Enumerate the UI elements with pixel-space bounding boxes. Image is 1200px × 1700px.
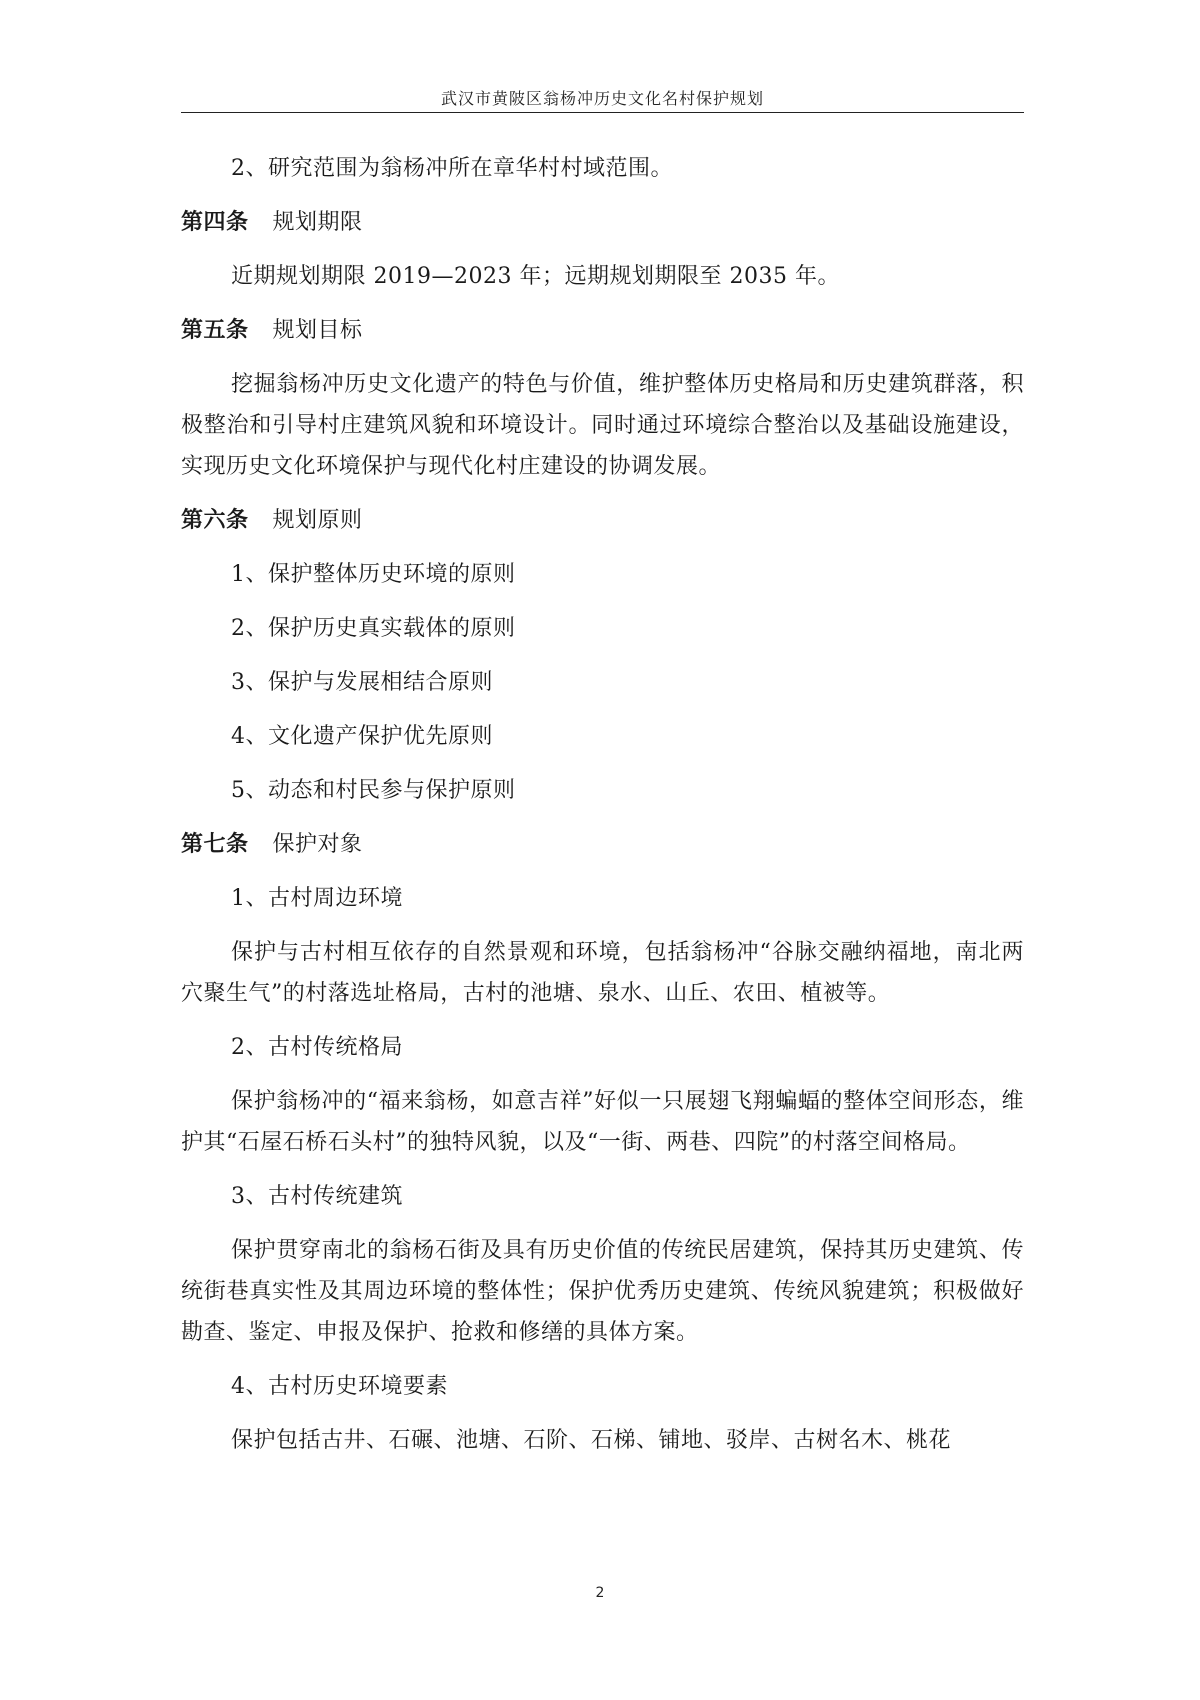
article-4-heading	[181, 202, 1024, 243]
principle-item: 3、保护与发展相结合原则	[231, 670, 493, 695]
principle-item: 1、保护整体历史环境的原则	[231, 562, 516, 587]
page-number: 2	[595, 1585, 605, 1601]
header-rule	[181, 112, 1024, 113]
article-7-title: 保护对象	[272, 832, 363, 857]
object-2-title: 2、古村传统格局	[231, 1035, 403, 1060]
principle-item: 2、保护历史真实载体的原则	[231, 616, 516, 641]
paragraph-scope: 2、研究范围为翁杨冲所在章华村村域范围。	[231, 156, 673, 181]
article-6-number: 第六条	[181, 508, 249, 533]
object-3-text: 保护贯穿南北的翁杨石街及具有历史价值的传统民居建筑，保持其历史建筑、传统街巷真实性及其周边环境的整体性；保护优秀历史建筑、传统风貌建筑；积极做好勘查、鉴定、申报及保护、抢救和修缮的具体方案。	[181, 1238, 1024, 1345]
article-7-number: 第七条	[181, 832, 249, 857]
article-4-number: 第四条	[181, 210, 249, 235]
object-4-text: 保护包括古井、石碾、池塘、石阶、石梯、铺地、驳岸、古树名木、桃花	[231, 1428, 952, 1453]
object-4-title: 4、古村历史环境要素	[231, 1374, 448, 1399]
article-5-title: 规划目标	[272, 318, 363, 343]
object-1-text: 保护与古村相互依存的自然景观和环境，包括翁杨冲“谷脉交融纳福地，南北两穴聚生气”的村落选址格局，古村的池塘、泉水、山丘、农田、植被等。	[181, 940, 1024, 1006]
article-6-title: 规划原则	[272, 508, 363, 533]
paragraph-period: 近期规划期限 2019—2023 年；远期规划期限至 2035 年。	[231, 264, 840, 289]
running-header: 武汉市黄陂区翁杨冲历史文化名村保护规划	[440, 89, 764, 108]
object-3-title: 3、古村传统建筑	[231, 1184, 403, 1209]
article-5-heading	[181, 310, 1024, 351]
object-1-title: 1、古村周边环境	[231, 886, 403, 911]
article-5-number: 第五条	[181, 318, 249, 343]
article-4-title: 规划期限	[272, 210, 363, 235]
article-6-heading	[181, 500, 1024, 541]
principle-item: 5、动态和村民参与保护原则	[231, 778, 516, 803]
object-2-text: 保护翁杨冲的“福来翁杨，如意吉祥”好似一只展翅飞翔蝙蝠的整体空间形态，维护其“石屋石桥石头村”的独特风貌，以及“一街、两巷、四院”的村落空间格局。	[181, 1089, 1024, 1155]
page-content	[181, 148, 1024, 1474]
paragraph-goal: 挖掘翁杨冲历史文化遗产的特色与价值，维护整体历史格局和历史建筑群落，积极整治和引导村庄建筑风貌和环境设计。同时通过环境综合整治以及基础设施建设，实现历史文化环境保护与现代化村庄建设的协调发展。	[181, 372, 1024, 479]
principle-item: 4、文化遗产保护优先原则	[231, 724, 493, 749]
article-7-heading	[181, 824, 1024, 865]
